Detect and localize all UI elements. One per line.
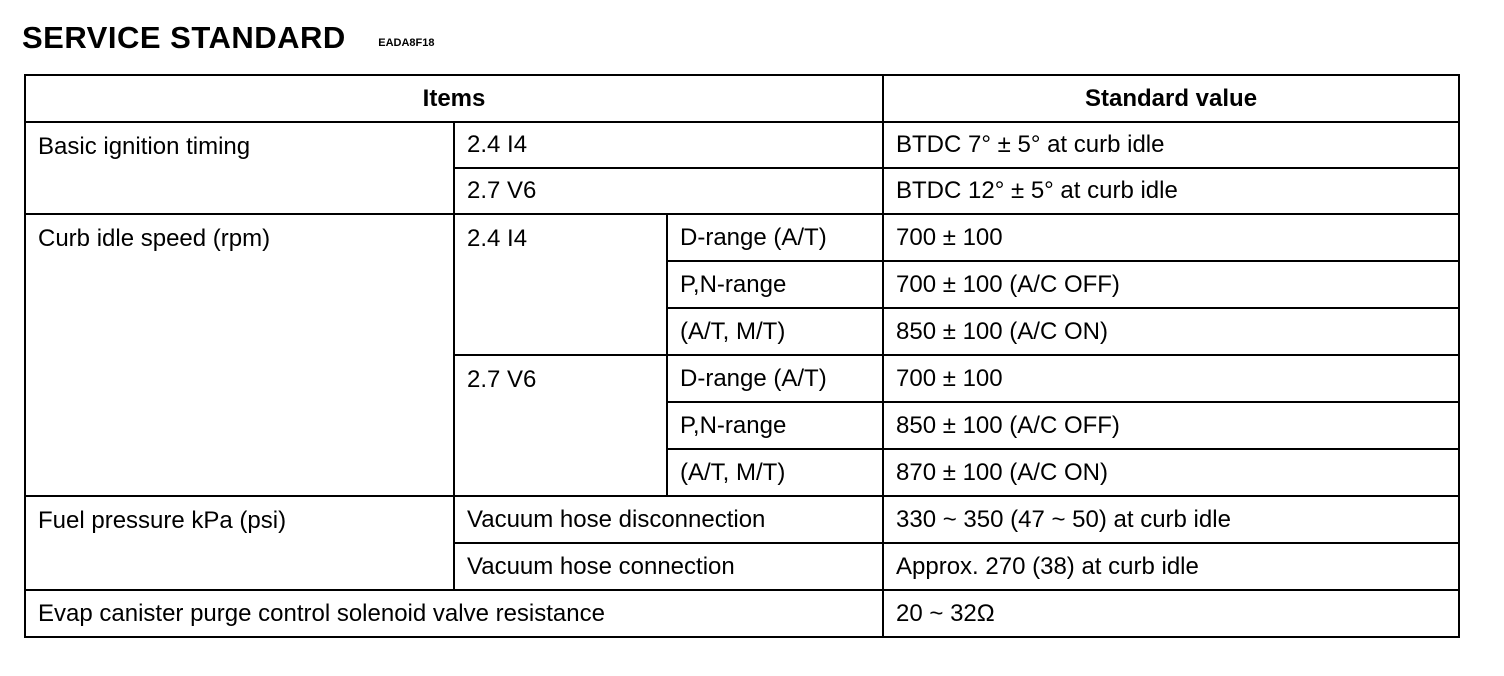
table-row: [25, 496, 1459, 543]
value-cell: 870 ± 100 (A/C ON): [883, 449, 1459, 496]
engine-cell: 2.4 I4: [454, 122, 883, 168]
condition-cell: (A/T, M/T): [667, 449, 883, 496]
value-cell: 700 ± 100 (A/C OFF): [883, 261, 1459, 308]
condition-cell: D-range (A/T): [667, 214, 883, 261]
engine-cell: 2.7 V6: [454, 168, 883, 214]
ignition-timing-label: Basic ignition timing: [25, 122, 454, 214]
evap-label: Evap canister purge control solenoid valve resistance: [25, 590, 883, 637]
value-cell: 330 ~ 350 (47 ~ 50) at curb idle: [883, 496, 1459, 543]
condition-cell: (A/T, M/T): [667, 308, 883, 355]
curb-idle-speed-label: Curb idle speed (rpm): [25, 214, 454, 496]
value-cell: 700 ± 100: [883, 214, 1459, 261]
header-standard-value: Standard value: [883, 75, 1459, 122]
table-row: [25, 214, 1459, 261]
value-cell: 850 ± 100 (A/C OFF): [883, 402, 1459, 449]
value-cell: BTDC 7° ± 5° at curb idle: [883, 122, 1459, 168]
fuel-pressure-label: Fuel pressure kPa (psi): [25, 496, 454, 590]
value-cell: Approx. 270 (38) at curb idle: [883, 543, 1459, 590]
header-row: [25, 75, 1459, 122]
condition-cell: Vacuum hose connection: [454, 543, 883, 590]
value-cell: 20 ~ 32Ω: [883, 590, 1459, 637]
engine-cell: 2.4 I4: [454, 214, 667, 355]
engine-cell: 2.7 V6: [454, 355, 667, 496]
document-code: EADA8F18: [378, 37, 435, 49]
condition-cell: P,N-range: [667, 402, 883, 449]
condition-cell: D-range (A/T): [667, 355, 883, 402]
value-cell: 850 ± 100 (A/C ON): [883, 308, 1459, 355]
value-cell: BTDC 12° ± 5° at curb idle: [883, 168, 1459, 214]
service-standard-table: [24, 74, 1460, 638]
page-heading: [22, 20, 435, 56]
table-row: [25, 590, 1459, 637]
page-title: SERVICE STANDARD: [22, 20, 346, 55]
condition-cell: P,N-range: [667, 261, 883, 308]
table-row: [25, 122, 1459, 168]
header-items: Items: [25, 75, 883, 122]
condition-cell: Vacuum hose disconnection: [454, 496, 883, 543]
value-cell: 700 ± 100: [883, 355, 1459, 402]
